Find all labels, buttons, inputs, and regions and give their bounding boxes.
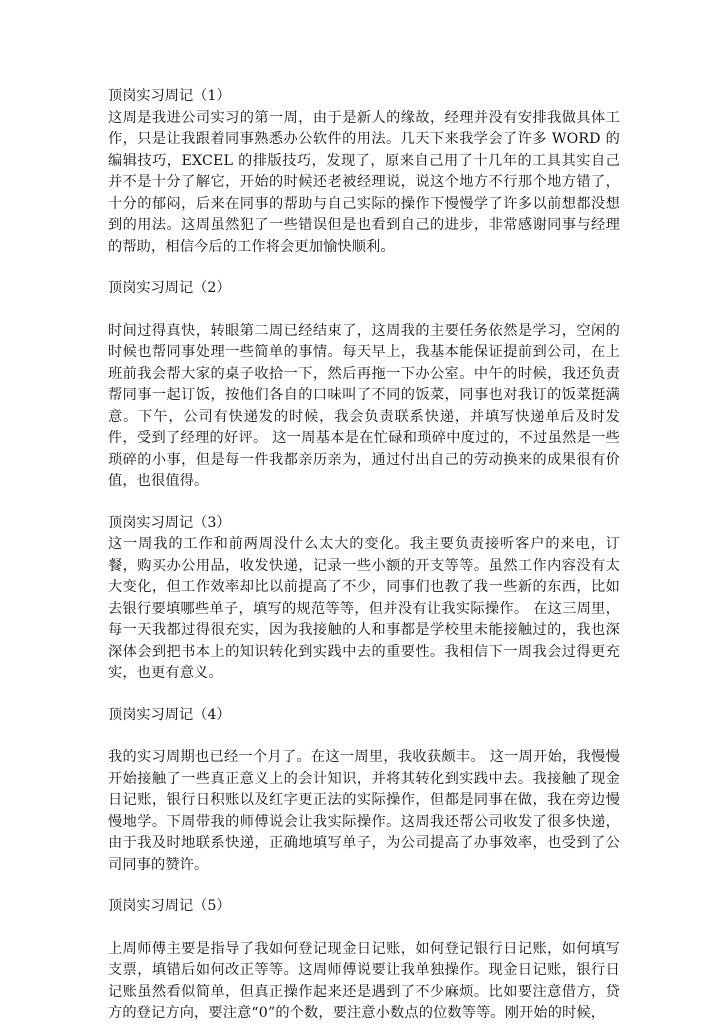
paragraph-gap bbox=[108, 685, 620, 705]
entry-title: 顶岗实习周记（1） bbox=[108, 88, 231, 104]
journal-entry-4 bbox=[108, 705, 620, 877]
paragraph-gap bbox=[108, 493, 620, 513]
entry-title: 顶岗实习周记（3） bbox=[108, 514, 231, 531]
entry-body: 这一周我的工作和前两周没什么太大的变化。我主要负责接听客户的来电，订餐，购买办公用品，收发快递，记录一些小额的开支等等。虽然工作内容没有太大变化，但工作效率却比以前提高了不少，同事们也教了我一些新的东西，比如去银行要填哪些单子，填写的规范等等，但并没有让我实际操作。 在这三周里，每一天我都过得很充实，因为我接触的人和事都是学校里未能接触过的，我也深深体会到把书本上的知识转化到实践中去的重要性。我相信下一周我会过得更充实，也更有意义。 bbox=[108, 536, 620, 681]
entry-title: 顶岗实习周记（5） bbox=[108, 898, 231, 914]
title-gap bbox=[108, 918, 620, 939]
paragraph-gap bbox=[108, 258, 620, 278]
entry-body: 我的实习周期也已经一个月了。在这一周里，我收获颇丰。 这一周开始，我慢慢开始接触了一些真正意义上的会计知识，并将其转化到实践中去。我接触了现金日记账，银行日积账以及红字更正法的实际操作，但都是同事在做，我在旁边慢慢地学。下周带我的师傅说会让我实际操作。这周我还帮公司收发了很多快递，由于我及时地联系快递，正确地填写单子，为公司提高了办事效率，也受到了公司同事的赞许。 bbox=[108, 749, 620, 873]
journal-entry-1 bbox=[108, 86, 620, 258]
journal-entry-5 bbox=[108, 896, 620, 1025]
entry-title: 顶岗实习周记（2） bbox=[108, 280, 231, 296]
title-gap bbox=[108, 726, 620, 747]
journal-entry-2 bbox=[108, 278, 620, 493]
entry-body: 这周是我进公司实习的第一周，由于是新人的缘故，经理并没有安排我做具体工作，只是让我跟着同事熟悉办公软件的用法。几天下来我学会了许多 WORD 的编辑技巧，EXCEL 的排版技巧，发现了，原来自己用了十几年的工具其实自己并不是十分了解它，开始的时候还老被经理说，说这个地方不行那个地方错了，十分的郁闷，后来在同事的帮助与自己实际的操作下慢慢学了许多以前想都没想到的用法。这周虽然犯了一些错误但是也看到自己的进步，非常感谢同事与经理的帮助，相信今后的工作将会更加愉快顺利。 bbox=[108, 109, 620, 255]
entry-body: 上周师傅主要是指导了我如何登记现金日记账，如何登记银行日记账，如何填写支票，填错后如何改正等等。这周师傅说要让我单独操作。现金日记账，银行日记账虽然看似简单，但真正操作起来还是遇到了不少麻烦。比如要注意借方，贷方的登记方向，要注意“0”的个数，要注意小数点的位数等等。刚开始的时候， bbox=[108, 940, 620, 1021]
document-content bbox=[108, 86, 620, 1025]
entry-title: 顶岗实习周记（4） bbox=[108, 706, 231, 723]
journal-entry-3 bbox=[108, 513, 620, 685]
entry-body: 时间过得真快，转眼第二周已经结束了，这周我的主要任务依然是学习，空闲的时候也帮同事处理一些简单的事情。每天早上，我基本能保证提前到公司，在上班前我会帮大家的桌子收拾一下，然后再拖一下办公室。中午的时候，我还负责帮同事一起订饭，按他们各自的口味叫了不同的饭菜，同事也对我订的饭菜挺满意。下午，公司有快递发的时候，我会负责联系快递，并填写快递单后及时发件，受到了经理的好评。 这一周基本是在忙碌和琐碎中度过的，不过虽然是一些琐碎的小事，但是每一件我都亲历亲为，通过付出自己的劳动换来的成果很有价值，也很值得。 bbox=[108, 322, 620, 489]
title-gap bbox=[108, 300, 620, 321]
paragraph-gap bbox=[108, 876, 620, 896]
